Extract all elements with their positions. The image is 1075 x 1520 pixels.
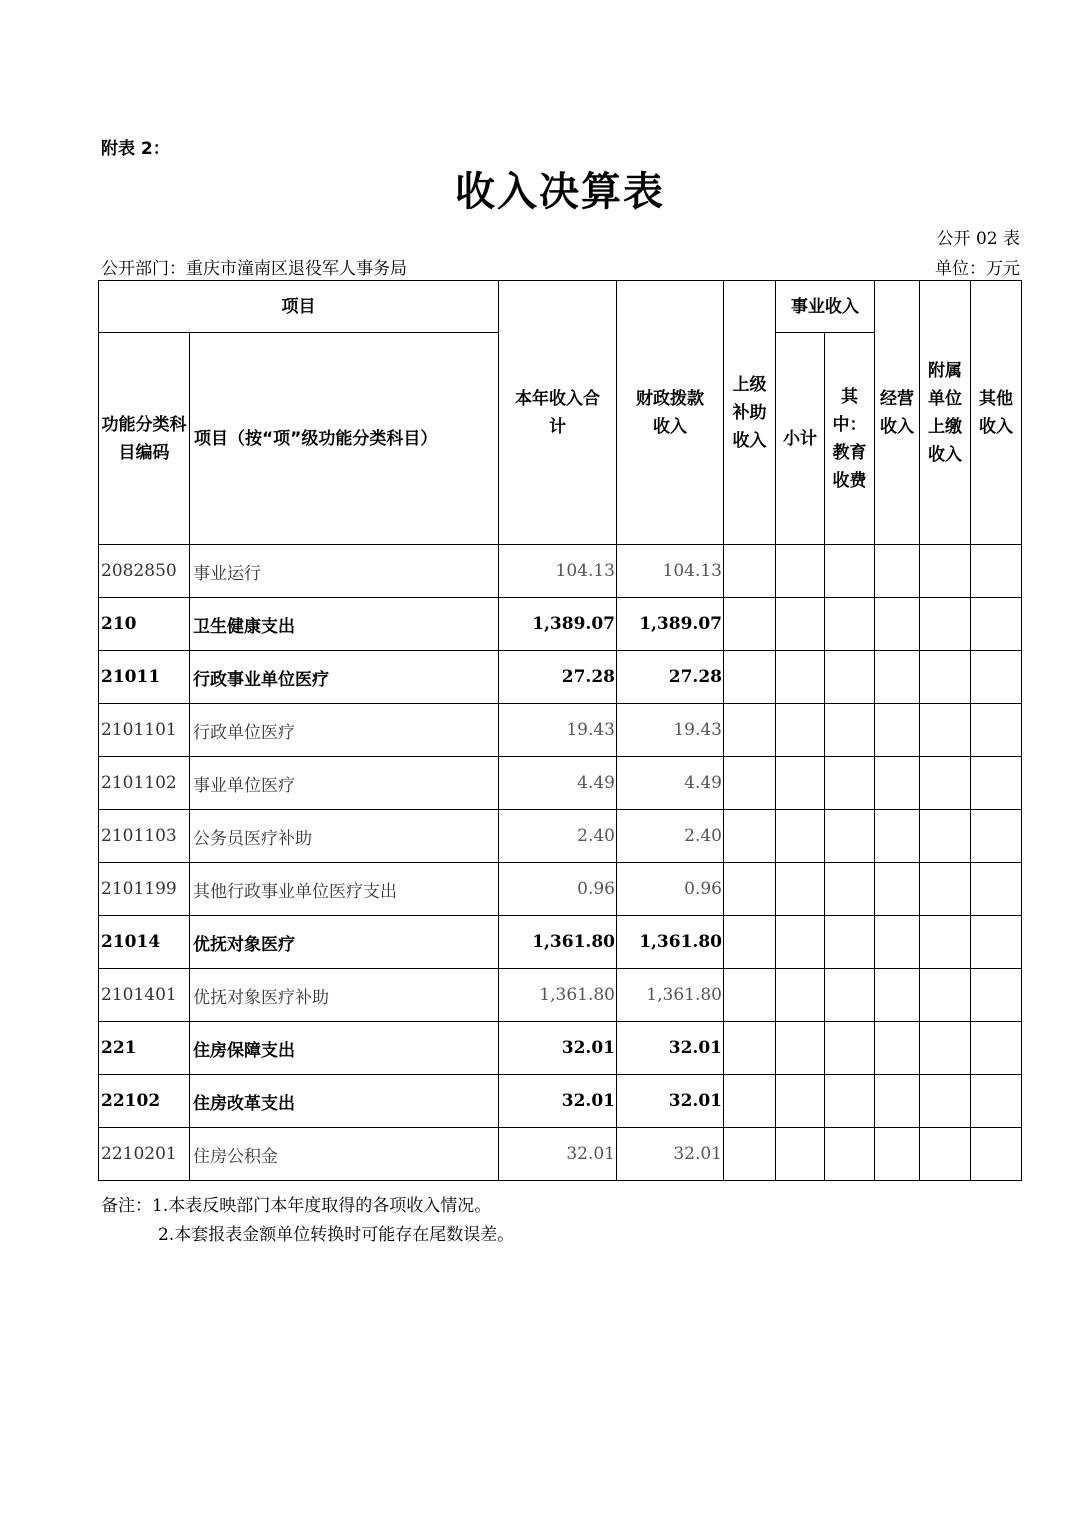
form-number: 公开 02 表 [936,229,1020,249]
header-operating: 经营收入 [875,281,920,545]
note-2: 2.本套报表金额单位转换时可能存在尾数误差。 [158,1225,515,1245]
cell-name: 卫生健康支出 [190,598,499,651]
table-row [99,651,1022,704]
cell-empty [776,810,825,863]
cell-empty [920,1128,971,1181]
cell-fiscal: 2.40 [617,810,724,863]
cell-empty [825,545,875,598]
cell-empty [920,810,971,863]
cell-empty [776,1022,825,1075]
cell-empty [875,757,920,810]
cell-code: 2101103 [99,810,190,863]
cell-empty [825,704,875,757]
cell-total: 2.40 [499,810,617,863]
cell-total: 32.01 [499,1075,617,1128]
header-education: 其中：教育收费 [825,333,875,545]
cell-code: 22102 [99,1075,190,1128]
table-row [99,969,1022,1022]
cell-total: 1,361.80 [499,969,617,1022]
cell-total: 27.28 [499,651,617,704]
cell-empty [971,1075,1022,1128]
cell-name: 优抚对象医疗补助 [190,969,499,1022]
cell-name: 住房公积金 [190,1128,499,1181]
cell-empty [724,1022,776,1075]
cell-empty [724,545,776,598]
cell-empty [825,757,875,810]
cell-code: 2101102 [99,757,190,810]
cell-empty [724,863,776,916]
header-affiliated: 附属单位上缴收入 [920,281,971,545]
cell-empty [875,598,920,651]
cell-empty [971,1128,1022,1181]
cell-code: 2101401 [99,969,190,1022]
cell-empty [920,969,971,1022]
cell-empty [920,651,971,704]
header-total: 本年收入合计 [499,281,617,545]
cell-empty [724,598,776,651]
header-business: 事业收入 [776,281,875,333]
attachment-label: 附表 2： [101,139,170,159]
cell-empty [724,757,776,810]
cell-empty [971,704,1022,757]
table-row [99,916,1022,969]
header-fiscal: 财政拨款收入 [617,281,724,545]
cell-empty [971,757,1022,810]
cell-total: 32.01 [499,1128,617,1181]
cell-empty [776,969,825,1022]
cell-total: 1,361.80 [499,916,617,969]
cell-code: 2101101 [99,704,190,757]
cell-name: 事业运行 [190,545,499,598]
cell-fiscal: 0.96 [617,863,724,916]
cell-empty [776,1075,825,1128]
cell-fiscal: 1,361.80 [617,969,724,1022]
cell-empty [875,704,920,757]
cell-empty [776,1128,825,1181]
cell-empty [776,916,825,969]
cell-empty [825,916,875,969]
cell-empty [920,1075,971,1128]
cell-empty [825,863,875,916]
income-table [98,280,1022,1181]
cell-empty [776,704,825,757]
cell-code: 21014 [99,916,190,969]
cell-empty [971,598,1022,651]
cell-empty [920,916,971,969]
header-project: 项目 [99,281,499,333]
cell-total: 32.01 [499,1022,617,1075]
cell-empty [724,810,776,863]
page-title: 收入决算表 [455,169,665,215]
cell-empty [776,651,825,704]
cell-empty [920,863,971,916]
cell-fiscal: 1,361.80 [617,916,724,969]
cell-empty [825,1075,875,1128]
cell-empty [875,1022,920,1075]
cell-code: 21011 [99,651,190,704]
cell-empty [875,863,920,916]
cell-empty [776,863,825,916]
cell-total: 19.43 [499,704,617,757]
cell-name: 优抚对象医疗 [190,916,499,969]
cell-empty [724,1128,776,1181]
table-row [99,810,1022,863]
header-item-name: 项目（按“项”级功能分类科目） [190,333,499,545]
cell-fiscal: 104.13 [617,545,724,598]
department-label: 公开部门：重庆市潼南区退役军人事务局 [101,259,407,279]
cell-code: 210 [99,598,190,651]
table-row [99,598,1022,651]
cell-total: 4.49 [499,757,617,810]
cell-name: 住房保障支出 [190,1022,499,1075]
cell-total: 104.13 [499,545,617,598]
cell-fiscal: 27.28 [617,651,724,704]
cell-empty [875,1128,920,1181]
header-other: 其他收入 [971,281,1022,545]
cell-empty [920,545,971,598]
table-row [99,863,1022,916]
cell-empty [971,1022,1022,1075]
cell-empty [724,1075,776,1128]
cell-fiscal: 4.49 [617,757,724,810]
cell-empty [776,545,825,598]
cell-name: 行政单位医疗 [190,704,499,757]
notes [101,1192,514,1250]
cell-empty [724,916,776,969]
cell-empty [971,810,1022,863]
cell-name: 事业单位医疗 [190,757,499,810]
cell-fiscal: 32.01 [617,1075,724,1128]
cell-code: 221 [99,1022,190,1075]
cell-empty [971,916,1022,969]
cell-empty [825,1022,875,1075]
cell-empty [875,1075,920,1128]
table-row [99,757,1022,810]
unit-label: 单位：万元 [935,259,1020,279]
cell-empty [971,969,1022,1022]
table-row [99,704,1022,757]
cell-empty [920,704,971,757]
cell-fiscal: 32.01 [617,1022,724,1075]
cell-empty [971,545,1022,598]
cell-empty [724,704,776,757]
cell-empty [724,969,776,1022]
cell-empty [825,810,875,863]
cell-code: 2101199 [99,863,190,916]
cell-empty [971,863,1022,916]
cell-name: 其他行政事业单位医疗支出 [190,863,499,916]
note-1: 备注：1.本表反映部门本年度取得的各项收入情况。 [101,1196,492,1216]
cell-empty [875,969,920,1022]
cell-fiscal: 19.43 [617,704,724,757]
cell-empty [875,916,920,969]
cell-empty [825,651,875,704]
cell-total: 0.96 [499,863,617,916]
table-row [99,1128,1022,1181]
cell-empty [971,651,1022,704]
cell-empty [920,1022,971,1075]
cell-empty [875,545,920,598]
table-row [99,545,1022,598]
cell-empty [920,757,971,810]
cell-empty [825,598,875,651]
cell-code: 2082850 [99,545,190,598]
cell-name: 行政事业单位医疗 [190,651,499,704]
table-body [99,545,1022,1181]
header-subtotal: 小计 [776,333,825,545]
cell-empty [825,969,875,1022]
cell-name: 公务员医疗补助 [190,810,499,863]
cell-name: 住房改革支出 [190,1075,499,1128]
cell-fiscal: 1,389.07 [617,598,724,651]
cell-empty [724,651,776,704]
header-func-code: 功能分类科目编码 [99,333,190,545]
header-superior: 上级补助收入 [724,281,776,545]
table-row [99,1022,1022,1075]
cell-empty [920,598,971,651]
cell-empty [776,598,825,651]
cell-empty [875,810,920,863]
cell-fiscal: 32.01 [617,1128,724,1181]
cell-empty [825,1128,875,1181]
table-row [99,1075,1022,1128]
cell-empty [875,651,920,704]
cell-total: 1,389.07 [499,598,617,651]
cell-code: 2210201 [99,1128,190,1181]
cell-empty [776,757,825,810]
